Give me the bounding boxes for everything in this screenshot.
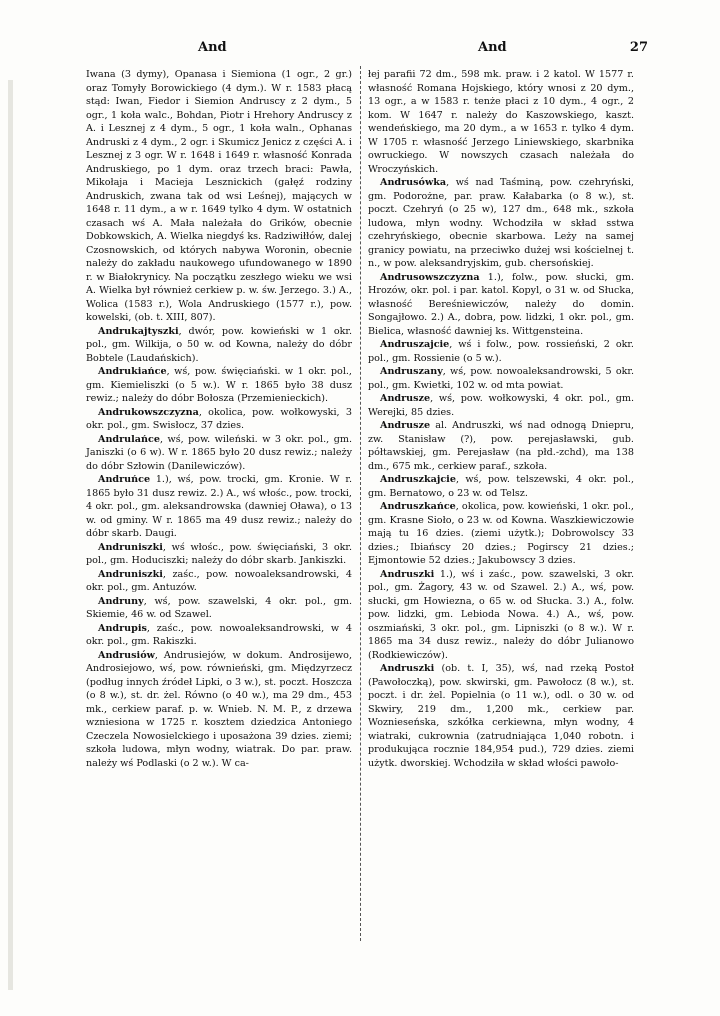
entry-headword: Andruszajcie: [380, 339, 450, 350]
entry-text: łej parafii 72 dm., 598 mk. praw. i 2 katol. W 1577 r. własność Romana Hojskiego, który wnosi z 20 dym., 13 ogr., a w 1583 r. tenże płaci z 10 dym., 4 ogr., 2 kom. W 1647 r. należy do Kaszowskiego, kaszt. wendeńskiego, ma 20 dym., a w 1653 r. tylko 4 dym. W 1705 r. własność Jerzego Liniewskiego, skarbnika owruckiego. W nowszych czasach należała do Wroczyńskich.: [368, 69, 634, 175]
entry-text: , okolica, pow. kowieński, 1 okr. pol., gm. Krasne Sioło, o 23 w. od Kowna. Waszkiewiczowie mają tu 16 dzies. (ziemi użytk.); Dobrowolscy 33 dzies.; Ibiańscy 20 dzies.; Pogirscy 21 dzies.; Ejmontowie 52 dzies.; Jakubowscy 3 dzies.: [368, 501, 634, 566]
dictionary-entry: [368, 365, 634, 392]
entry-headword: Andruszany: [380, 366, 443, 377]
dictionary-entry: [86, 406, 352, 433]
entry-headword: Andrusówka: [380, 177, 447, 188]
dictionary-entry: [368, 500, 634, 568]
entry-text: (ob. t. I, 35), wś, nad rzeką Postoł (Pawołoczką), pow. skwirski, gm. Pawołocz (8 w.), st. poczt. i dr. żel. Popielnia (o 11 w.), odl. o 30 w. od Skwiry, 219 dm., 1,200 mk., cerkiew par. Woznieseńska, szkółka cerkiewna, młyn wodny, 4 wiatraki, cukrownia (zatrudniająca 1,040 robotn. i produkująca rocznie 184,954 pud.), 729 dzies. ziemi użytk. dworskiej. Wchodziła w skład włości pawoło-: [368, 663, 634, 769]
running-header: [86, 40, 648, 62]
dictionary-entry: [86, 473, 352, 541]
entry-text: , zaśc., pow. nowoaleksandrowski, 4 okr. pol., gm. Antuzów.: [86, 568, 352, 593]
dictionary-entry: [368, 473, 634, 500]
entry-headword: Andrusze: [380, 420, 431, 431]
entry-text: , wś, pow. wołkowyski, 4 okr. pol., gm. Werejki, 85 dzies.: [368, 393, 634, 418]
entry-headword: Andrusze: [380, 393, 431, 404]
entry-text: , zaśc., pow. nowoaleksandrowski, w 4 okr. pol., gm. Rakiszki.: [86, 622, 352, 647]
column-divider: [360, 66, 361, 941]
entry-text: , Andrusiejów, w dokum. Androsijewo, Androsiejowo, wś, pow. równieński, gm. Międzyrzecz (podług innych źródeł Lipki, o 3 w.), st. poczt. Hoszcza (o 8 w.), st. dr. żel. Równo (o 40 w.), ma 29 dm., 453 mk., cerkiew paraf. p. w. Wnieb. N. M. P., z drzewa wzniesiona w 1725 r. kosztem dziedzica Antoniego Czeczela Nowosielckiego i uposażona 39 dzies. ziemi; szkoła ludowa, młyn wodny, wiatrak. Do par. praw. należy wś Podlaski (o 2 w.). W ca-: [86, 649, 352, 769]
entry-text: , wś, pow. nowoaleksandrowski, 5 okr. pol., gm. Kwietki, 102 w. od mta powiat.: [368, 366, 634, 391]
entry-text: , wś włośc., pow. święciański, 3 okr. pol., gm. Hoduciszki; należy do dóbr skarb. Jankiszki.: [86, 541, 352, 566]
dictionary-entry: [86, 622, 352, 649]
right-column: [368, 68, 634, 770]
dictionary-entry: [86, 325, 352, 366]
dictionary-entry: [86, 649, 352, 771]
entry-text: 1.), wś, pow. trocki, gm. Kronie. W r. 1865 było 31 dusz rewiz. 2.) A., wś włośc., pow. trocki, 4 okr. pol., gm. aleksandrowska (dawniej Oława), o 13 w. od gminy. W r. 1865 ma 49 dusz rewiz.; należy do dóbr skarb. Daugi.: [86, 474, 352, 539]
dictionary-entry: [86, 568, 352, 595]
dictionary-entry: [86, 433, 352, 474]
entry-headword: Andruszkajcie: [380, 474, 456, 485]
dictionary-entry: [86, 365, 352, 406]
entry-text: al. Andruszki, wś nad odnogą Dniepru, zw. Stanisław (?), pow. perejasławski, gub. półtawskiej, gm. Perejasław (na płd.-zchd), ma 138 dm., 675 mk., cerkiew paraf., szkoła.: [368, 420, 634, 472]
page-edge-shadow: [8, 80, 13, 990]
entry-text: 1.), wś i zaśc., pow. szawelski, 3 okr. pol., gm. Żagory, 43 w. od Szawel. 2.) A., wś, pow. słucki, gm Howiezna, o 65 w. od Słucka. 3.) A., folw. pow. lidzki, gm. Lebioda Nowa. 4.) A., wś, pow. oszmiański, 3 okr. pol., gm. Lipniszki (o 8 w.). W r. 1865 ma 34 dusz rewiz., należy do dóbr Julianowo (Rodkiewiczów).: [368, 568, 634, 661]
dictionary-entry: [368, 662, 634, 770]
entry-headword: Andrukowszczyzna: [98, 406, 199, 418]
entry-text: , wś, pow. święciański. w 1 okr. pol., gm. Kiemieliszki (o 5 w.). W r. 1865 było 38 dusz rewiz.; należy do dóbr Bołosza (Przemienieckich).: [86, 366, 352, 404]
entry-text: , wś, pow. wileński. w 3 okr. pol., gm. Janiszki (o 6 w). W r. 1865 było 20 dusz rewiz.; należy do dóbr Szłowin (Danilewiczów).: [86, 433, 352, 472]
dictionary-entry: [86, 595, 352, 622]
entry-text: , wś, pow. telszewski, 4 okr. pol., gm. Bernatowo, o 23 w. od Telsz.: [368, 474, 634, 499]
dictionary-entry: [368, 392, 634, 419]
entry-text: , okolica, pow. wołkowyski, 3 okr. pol., gm. Swisłocz, 37 dzies.: [86, 406, 352, 431]
header-left-keyword: And: [198, 40, 227, 55]
entry-text: 1.), folw., pow. słucki, gm. Hrozów, okr. pol. i par. katol. Kopyl, o 31 w. od Słucka, własność Bereśniewiczów, należy do domin. Songajłowo. 2.) A., dobra, pow. lidzki, 1 okr. pol., gm. Bielica, własność dawniej ks. Wittgensteina.: [368, 271, 634, 337]
entry-headword: Andrusowszczyzna: [380, 271, 480, 283]
dictionary-entry: [86, 541, 352, 568]
entry-headword: Andruszki: [380, 568, 435, 580]
header-right-keyword: And: [478, 40, 507, 55]
entry-headword: Andruszkańce: [380, 501, 456, 512]
entry-headword: Andruniszki: [98, 541, 163, 553]
entry-text: , wś i folw., pow. rossieński, 2 okr. pol., gm. Rossienie (o 5 w.).: [368, 339, 634, 364]
dictionary-entry: [86, 68, 352, 325]
entry-headword: Andrupis: [98, 622, 147, 634]
dictionary-entry: [368, 568, 634, 663]
entry-headword: Andrulańce: [98, 433, 160, 445]
entry-headword: Andruniszki: [98, 568, 163, 580]
dictionary-entry: [368, 419, 634, 473]
entry-headword: Andrusiów: [98, 649, 155, 661]
entry-headword: Andrukiańce: [98, 366, 167, 377]
entry-headword: Andrukajtyszki: [98, 325, 179, 337]
entry-headword: Andruny: [98, 595, 144, 607]
entry-headword: Andruńce: [98, 474, 151, 485]
dictionary-entry: [368, 338, 634, 365]
dictionary-entry: [368, 176, 634, 271]
dictionary-entry: [368, 271, 634, 339]
entry-text: , wś nad Taśminą, pow. czehryński, gm. Podorożne, par. praw. Kałabarka (o 8 w.), st. poczt. Czehryń (o 25 w), 127 dm., 648 mk., szkoła ludowa, młyn wodny. Wchodziła w skład sstwa czehryńskiego, obecnie skarbowa. Leży na samej granicy powiatu, na przeciwko dużej wsi kościelnej t. n., w pow. aleksandryjskim, gub. chersońskiej.: [368, 177, 634, 269]
entry-headword: Andruszki: [380, 663, 435, 674]
entry-text: Iwana (3 dymy), Opanasa i Siemiona (1 ogr., 2 gr.) oraz Tomyły Borowickiego (4 dym.). W r. 1583 płacą stąd: Iwan, Fiedor i Siemion Andruscy z 2 dym., 5 ogr., 1 koła walc., Bohdan, Piotr i Hrehory Andruscy z A. i Lesznej z 4 dym., 5 ogr., 1 koła waln., Ophanas Andruski z 4 dym., 2 ogr. i Skumicz Jenicz z części A. i Lesznej z 3 ogr. W r. 1648 i 1649 r. własność Konrada Andruskiego, po 1 dym. oraz trzech braci: Pawła, Mikołaja i Macieja Lesznickich (gałęź rodziny Andruskich, zwana tak od wsi Leśnej), mających w 1648 r. 11 dym., a w r. 1649 tylko 4 dym. W ostatnich czasach wś A. Mała należała do Grików, obecnie Dobkowskich, A. Wielka niegdyś ks. Radziwiłłów, dalej Czosnowskich, od których nabywa Woronin, obecnie należy do zakładu naukowego ufundowanego w 1890 r. w Białokrynicy. Na początku zeszłego wieku we wsi A. Wielka był również cerkiew p. w. św. Jerzego. 3.) A., Wolica (1583 r.), Wola Andruskiego (1577 r.), pow. kowelski, (ob. t. XIII, 807).: [86, 69, 352, 323]
entry-text: , dwór, pow. kowieński w 1 okr. pol., gm. Wilkija, o 50 w. od Kowna, należy do dóbr Bobtele (Laudańskich).: [86, 325, 352, 364]
left-column: [86, 68, 352, 770]
dictionary-entry: [368, 68, 634, 176]
page-number: 27: [629, 40, 648, 55]
entry-text: , wś, pow. szawelski, 4 okr. pol., gm. Skiemie, 46 w. od Szawel.: [86, 595, 352, 620]
